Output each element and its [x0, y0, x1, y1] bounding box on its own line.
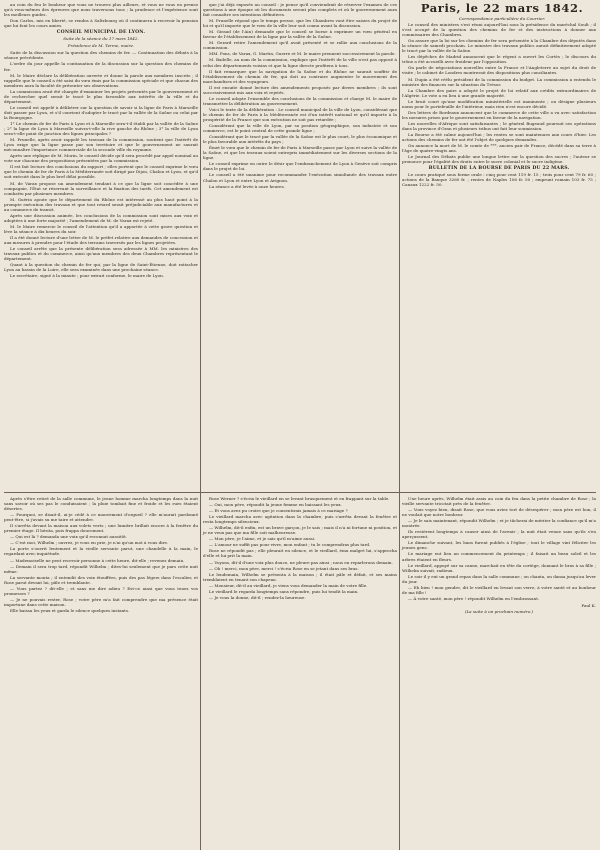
feuilleton-right [402, 496, 596, 615]
paragraph: On assure que la loi sur les chemins de fer sera présentée à la Chambre des députés dans la séance de samedi prochain. Le ministre des travaux publics aurait définitivement adopté le tracé par la vallée de la Saône. [402, 38, 596, 54]
paragraph: Le secrétaire, signé à la minute ; pour extrait conforme, le maire de Lyon. [10, 273, 165, 279]
feuilleton-paragraph: Le mariage eut lieu au commencement du printemps ; il faisait un beau soleil et les arbres étaient en fleurs. [402, 551, 596, 562]
paragraph: MM. Pons, de Varax, G. Martin, Guerre et M. le maire prennent successivement la parole. [209, 51, 396, 57]
feuilleton-paragraph: — L'amour ne suffit pas pour vivre, mon enfant ; tu le comprendras plus tard. [209, 542, 371, 548]
feuilleton-paragraph: Le lendemain, Wilhelm se présenta à la maison ; il était pâle et défait, et ses mains tremblaient en tenant son chapeau. [203, 571, 397, 582]
feuilleton-paragraph: — Oh ! merci, mon père, merci ! s'écria Rose en se jetant dans ses bras. [209, 565, 359, 571]
paragraph: que j'ai déjà exposée au conseil : je pense qu'il conviendrait de réserver l'examen de ces questions à une époque où les documents seront plus complets et où le gouvernement aura fait connaître ses intentions définitives. [203, 2, 397, 18]
paragraph: Il est fait lecture des conclusions du rapport ; elles portent que le conseil exprime le vœu que le chemin de fer de Paris à la Méditerranée soit dirigé par Dijon, Chalon et Lyon, et qu'il soit exécuté dans le plus bref délai possible. [4, 164, 198, 180]
paragraph: Voici le texte de la délibération : Le conseil municipal de la ville de Lyon, considérant que le chemin de fer de Paris à la Méditerranée est d'un intérêt national et qu'il importe à la prospérité de la France que son exécution ne soit pas retardée ; [203, 106, 397, 122]
feuilleton-paragraph: — Vous partez ? dit-elle ; et sans me dire adieu ? Est-ce ainsi que vous tenez vos promesses ? [4, 585, 198, 596]
paragraph: La séance a été levée à onze heures. [209, 183, 286, 189]
feuilleton-paragraph: — Voyons, dit-il d'une voix plus douce, ne pleure pas ainsi ; nous en reparlerons demain. [209, 559, 393, 565]
feuilleton-paragraph: Le vieillard marcha avec agitation dans la chambre, puis s'arrêta devant la fenêtre et resta longtemps silencieux. [203, 514, 397, 525]
paragraph: M. Prunelle répond que le temps presse, que les Chambres vont être saisies du projet de loi et qu'il importe que le vœu de la ville leur soit connu avant la discussion. [203, 18, 397, 29]
paragraph: M. Guérin ajoute que le département du Rhône est intéressé au plus haut point à la prompte exécution des travaux et que tout retard serait préjudiciable aux manufactures et au commerce de transit. [4, 196, 198, 212]
newspaper-page [4, 0, 596, 850]
paragraph: Considérant que le tracé par la vallée de la Saône est le plus court, le plus économique et le plus favorable aux intérêts du pays ; [203, 134, 397, 145]
feuilleton-paragraph: — Oui, mon père, répondit la jeune femme en baissant les yeux. [209, 502, 342, 508]
feuilleton-paragraph: Ils restèrent longtemps à causer ainsi de l'avenir ; la nuit était venue sans qu'ils s'en aperçussent. [402, 529, 596, 540]
paragraph: Il est ensuite donné lecture des amendements proposés par divers membres ; ils sont successivement mis aux voix et rejetés. [203, 84, 397, 95]
paragraph: M. le Maire remercie le conseil de l'attention qu'il a apportée à cette grave question et lève la séance à dix heures du soir. [4, 223, 198, 234]
feuilleton-paragraph: — Je ne pouvais rester, Rose ; votre père m'a fait comprendre que ma présence était importune dans cette maison. [4, 596, 198, 607]
paragraph: Suite de la discussion sur la question des chemins de fer. — Continuation des débats à la séance précédente. [4, 50, 198, 61]
paragraph: Le conseil exprime en outre le désir que l'embranchement de Lyon à Genève soit compris dans le projet de loi. [203, 161, 397, 172]
feuilleton-left [4, 496, 198, 614]
feuilleton-paragraph: Le vieillard le regarda longtemps sans répondre, puis lui tendit la main. [209, 588, 359, 594]
paragraph: 1° Le chemin de fer de Paris à Lyon et à Marseille sera-t-il établi par la vallée de la Saône ; 2° la ligne de Lyon à Marseille suivra-t-elle la rive gauche du Rhône ; 3° la ville de Lyon sera-t-elle point de jonction des lignes principales ? [4, 120, 198, 137]
feuilleton-paragraph: — Monsieur, dit-il au vieillard, je viens vous demander la main de votre fille. [209, 582, 368, 588]
right-column [402, 2, 596, 188]
paragraph: M. le Maire déclare la délibération ouverte et donne la parole aux membres inscrits ; il rappelle que le conseil a été saisi du vœu émis par la commission spéciale et que chacun des membres aura la faculté de présenter ses observations. [4, 72, 198, 88]
paragraph: Le Journal des Débats publie une longue lettre sur la question des sucres ; l'auteur se prononce pour l'égalité des droits entre le sucre colonial et le sucre indigène. [402, 154, 596, 165]
feuilleton-paragraph: Le vieillard, appuyé sur sa canne, marchait en tête du cortège, donnant le bras à sa fille ; Wilhelm suivait, radieux. [402, 562, 596, 573]
paragraph: Les dépêches de Madrid annoncent que le régent a ouvert les Cortès ; le discours du trône a été accueilli avec froideur par l'opposition. [402, 54, 596, 65]
feuilleton-paragraph: La porte s'ouvrit lentement et la vieille servante parut, une chandelle à la main, le regardant avec inquiétude. [4, 546, 198, 557]
paragraph: Des lettres de Bordeaux annoncent que le commerce de cette ville a vu avec satisfaction les mesures prises par le gouvernement en faveur de la navigation. [402, 109, 596, 120]
paragraph: M. Dupin a été réélu président de la commission du budget. La commission a entendu le ministre des finances sur la situation du Trésor. [402, 76, 596, 87]
paragraph: M. Badelle, au nom de la commission, explique que l'intérêt de la ville n'est pas opposé à celui des départements voisins et que la ligne directe profitera à tous. [203, 57, 397, 68]
middle-column [203, 2, 397, 190]
feuilleton-paragraph: — C'est moi, Wilhelm ; ouvrez, je vous en prie, je n'ai qu'un mot à vous dire. [10, 540, 169, 546]
feuilleton-paragraph: — Pourquoi, se disait-il, ai-je cédé à ce mouvement d'orgueil ? elle m'aurait pardonné peut-être, si j'avais su me taire et attendre. [4, 512, 198, 523]
feuilleton-paragraph: — Je le sais maintenant, répondit Wilhelm ; et je tâcherai de mériter la confiance qu'il m'a montrée. [402, 518, 596, 529]
feuilleton-paragraph: Une heure après, Wilhelm était assis au coin du feu dans la petite chambre de Rose ; la vieille servante tricotait près de la fenêtre. [402, 496, 596, 507]
feuilleton-paragraph: Le soir il y eut un grand repas dans la salle commune ; on chanta, on dansa jusqu'au lever du jour. [402, 573, 596, 584]
paragraph: Émet le vœu que le chemin de fer de Paris à Marseille passe par Lyon et suive la vallée de la Saône, et que les travaux soient entrepris immédiatement sur les diverses sections de la ligne. [203, 145, 397, 161]
bourse-bulletin-text: Le cours pratiqué sous forme orale : cinq pour cent 119 fr. 15 ; trois pour cent 79 fr. 60 ; actions de la Banque 3260 fr. ; rentes de Naples 106 fr. 50 ; emprunt romain 103 fr. 75 ; Canaux 1222 fr. 50. [402, 172, 596, 188]
feuilleton-paragraph: Rose ne répondit pas ; elle pleurait en silence, et le vieillard, ému malgré lui, s'approcha d'elle et lui prit la main. [203, 548, 397, 559]
paragraph: La commission avait été chargée d'examiner les projets présentés par le gouvernement et de rechercher quel serait le tracé le plus favorable aux intérêts de la ville et du département. [4, 88, 198, 104]
column-rule [399, 0, 400, 850]
paragraph: M. Gerard retire l'amendement qu'il avait présenté et se rallie aux conclusions de la commission. [203, 40, 397, 51]
feuilleton-paragraph: — Eh bien ! mon gendre, dit le vieillard en levant son verre, à votre santé et au bonheur de ma fille ! [402, 584, 596, 595]
bourse-bulletin-heading: BULLETIN DE LA BOURSE DE PARIS DU 22 MARS. [428, 166, 570, 172]
paragraph: Le conseil a été unanime pour recommander l'exécution simultanée des travaux entre Chalon et Lyon et entre Lyon et Avignon. [203, 172, 397, 183]
paragraph: La Bourse a été calme aujourd'hui ; les rentes se sont maintenues aux cours d'hier. Les actions des chemins de fer ont été l'objet de quelques demandes. [402, 131, 596, 143]
paragraph: Il a été donné lecture d'une lettre de M. le préfet relative aux demandes de concession et aux mesures à prendre pour l'étude des terrains traversés par les lignes projetées. [4, 234, 198, 246]
feuilleton-paragraph: La servante monta ; il entendit des voix étouffées, puis des pas légers dans l'escalier, et Rose parut devant lui, pâle et tremblante. [4, 574, 198, 585]
paragraph: au coin du feu le bonheur que vous ne trouvez plus ailleurs, et vous ne vous en prenez qu'à vous-mêmes des épreuves que nous traversons tous ; la prudence et l'expérience sont les meilleurs guides. [4, 2, 198, 18]
paragraph: Les nouvelles d'Afrique sont satisfaisantes ; le général Bugeaud poursuit ses opérations dans la province d'Oran et plusieurs tribus ont fait leur soumission. [402, 120, 596, 131]
paragraph: Après une réplique de M. Morin, le conseil décide qu'il sera procédé par appel nominal au vote sur chacune des propositions présentées par la commission. [4, 153, 198, 164]
paragraph: Don Carlos, mis en liberté, se rendra à Saltzbourg où il continuera à recevoir la pension que lui font les cours amies. [4, 18, 198, 29]
correspondence-note: Correspondance particulière du Courrier. [458, 16, 546, 21]
column-rule [200, 0, 201, 850]
paragraph: L'ordre du jour appelle la continuation de la discussion sur la question des chemins de fer. [4, 61, 198, 72]
continued-note: (La suite à un prochain numéro.) [464, 608, 534, 614]
feuilleton-paragraph: — Qui est là ? demanda une voix qu'il reconnut aussitôt. [10, 534, 128, 540]
feuilleton-paragraph: Le dimanche suivant, les bans furent publiés à l'église ; tout le village vint féliciter les jeunes gens. [402, 540, 596, 551]
feuilleton-paragraph: — Mademoiselle ne peut recevoir personne à cette heure, dit-elle ; revenez demain. [10, 557, 185, 563]
feuilleton-paragraph: Elle baissa les yeux et garda le silence quelques instants. [10, 607, 130, 613]
paragraph: Quant à la question du chemin de fer qui, par la ligne de Saint-Étienne, doit rattacher Lyon au bassin de la Loire, elle sera examinée dans une prochaine séance. [4, 262, 198, 273]
paragraph: Après une discussion animée, les conclusions de la commission sont mises aux voix et adoptées à une forte majorité ; l'amendement de M. de Varax est rejeté. [4, 212, 198, 223]
paragraph: M. de Varax propose un amendement tendant à ce que la ligne soit concédée à une compagnie, l'État se réservant la surveillance et la fixation des tarifs. Cet amendement est combattu par plusieurs membres. [4, 180, 198, 196]
paragraph: Le conseil est appelé à délibérer sur la question de savoir si la ligne de Paris à Marseille doit passer par Lyon, et s'il convient d'adopter le tracé par la vallée de la Saône ou celui par la Bourgogne. [4, 104, 198, 120]
section-subheading: Suite de la séance du 17 mars 1842. [63, 36, 139, 42]
paragraph: Le conseil des ministres s'est réuni aujourd'hui sous la présidence du maréchal Soult ; il s'est occupé de la question des chemins de fer et des instructions à donner aux commissaires des Chambres. [402, 22, 596, 38]
signature: Paul K. [581, 602, 596, 608]
feuilleton-separator [4, 492, 596, 493]
left-column [4, 2, 198, 279]
paragraph: Il fait remarquer que la navigation de la Saône et du Rhône ne saurait souffrir de l'établissement du chemin de fer, qui doit au contraire augmenter le mouvement des marchandises et des voyageurs. [203, 68, 397, 84]
feuilleton-paragraph: Rose Werner ? s'écria le vieillard en se levant brusquement et en frappant sur la table. [209, 496, 390, 501]
feuilleton-paragraph: Il s'arrêta devant la maison aux volets verts ; une lumière brillait encore à la fenêtre du premier étage. Il hésita, puis frappa doucement. [4, 523, 198, 534]
paragraph: Le conseil arrête que la présente délibération sera adressée à MM. les ministres des travaux publics et du commerce, ainsi qu'aux membres des deux Chambres représentant le département. [4, 246, 198, 262]
feuilleton-paragraph: — Mon père, je l'aime, et je sais qu'il m'aime aussi. [209, 536, 316, 542]
paragraph: Le bruit court qu'une modification ministérielle est imminente ; on désigne plusieurs noms pour le portefeuille de l'intérieur, mais rien n'est encore décidé. [402, 98, 596, 109]
paragraph: M. Giraud (de l'Ain) demande que le conseil se borne à exprimer un vœu général en faveur de l'établissement de la ligne par la vallée de la Saône. [203, 29, 397, 40]
dateline-masthead: Paris, le 22 mars 1842. [420, 1, 584, 15]
paragraph: La Chambre des pairs a adopté le projet de loi relatif aux crédits extraordinaires de l'Algérie. Le vote a eu lieu à une grande majorité. [402, 87, 596, 98]
paragraph: Considérant que la ville de Lyon, par sa position géographique, son industrie et son commerce, est le point central de cette grande ligne ; [203, 123, 397, 134]
feuilleton-paragraph: — Je vous la donne, dit-il ; rendez-la heureuse. [209, 594, 306, 600]
paragraph: Le conseil adopte l'ensemble des conclusions de la commission et charge M. le maire de transmettre la délibération au gouvernement. [203, 95, 397, 106]
feuilleton-paragraph: — Wilhelm, dit-il enfin, est un brave garçon, je le sais ; mais il n'a ni fortune ni position, et je ne veux pas que ma fille soit malheureuse. [203, 525, 397, 536]
feuilleton-paragraph: — Demain il sera trop tard, répondit Wilhelm ; dites-lui seulement que je pars cette nuit même. [4, 563, 198, 574]
section-heading: CONSEIL MUNICIPAL DE LYON. [56, 30, 146, 36]
presidency-line: Présidence de M. Terme, maire. [67, 43, 135, 49]
paragraph: M. Prunelle, après avoir rappelé les travaux de la commission, soutient que l'intérêt de Lyon exige que la ligne passe par son territoire et que le gouvernement ne saurait méconnaître l'importance commerciale de la seconde ville du royaume. [4, 137, 198, 153]
feuilleton-paragraph: — Vous voyez bien, disait Rose, que vous aviez tort de désespérer ; mon père est bon, il ne voulait que notre bonheur. [402, 507, 596, 518]
feuilleton-middle [203, 496, 397, 601]
feuilleton-paragraph: Après s'être retiré de la salle commune, le jeune homme marcha longtemps dans la nuit sans savoir où ses pas le conduisaient ; la pluie tombait fine et froide et les rues étaient désertes. [4, 496, 198, 512]
paragraph: On parle de négociations nouvelles entre la France et l'Angleterre au sujet du droit de visite ; le cabinet de Londres montrerait des dispositions plus conciliantes. [402, 65, 596, 76]
feuilleton-paragraph: — Et vous avez pu croire que je consentirais jamais à ce mariage ? [209, 508, 348, 514]
feuilleton-paragraph: — À votre santé, mon père ! répondit Wilhelm en l'embrassant. [408, 595, 540, 601]
paragraph: On annonce la mort de M. le comte de ***, ancien pair de France, décédé dans sa terre à l'âge de quatre-vingts ans. [402, 143, 596, 154]
